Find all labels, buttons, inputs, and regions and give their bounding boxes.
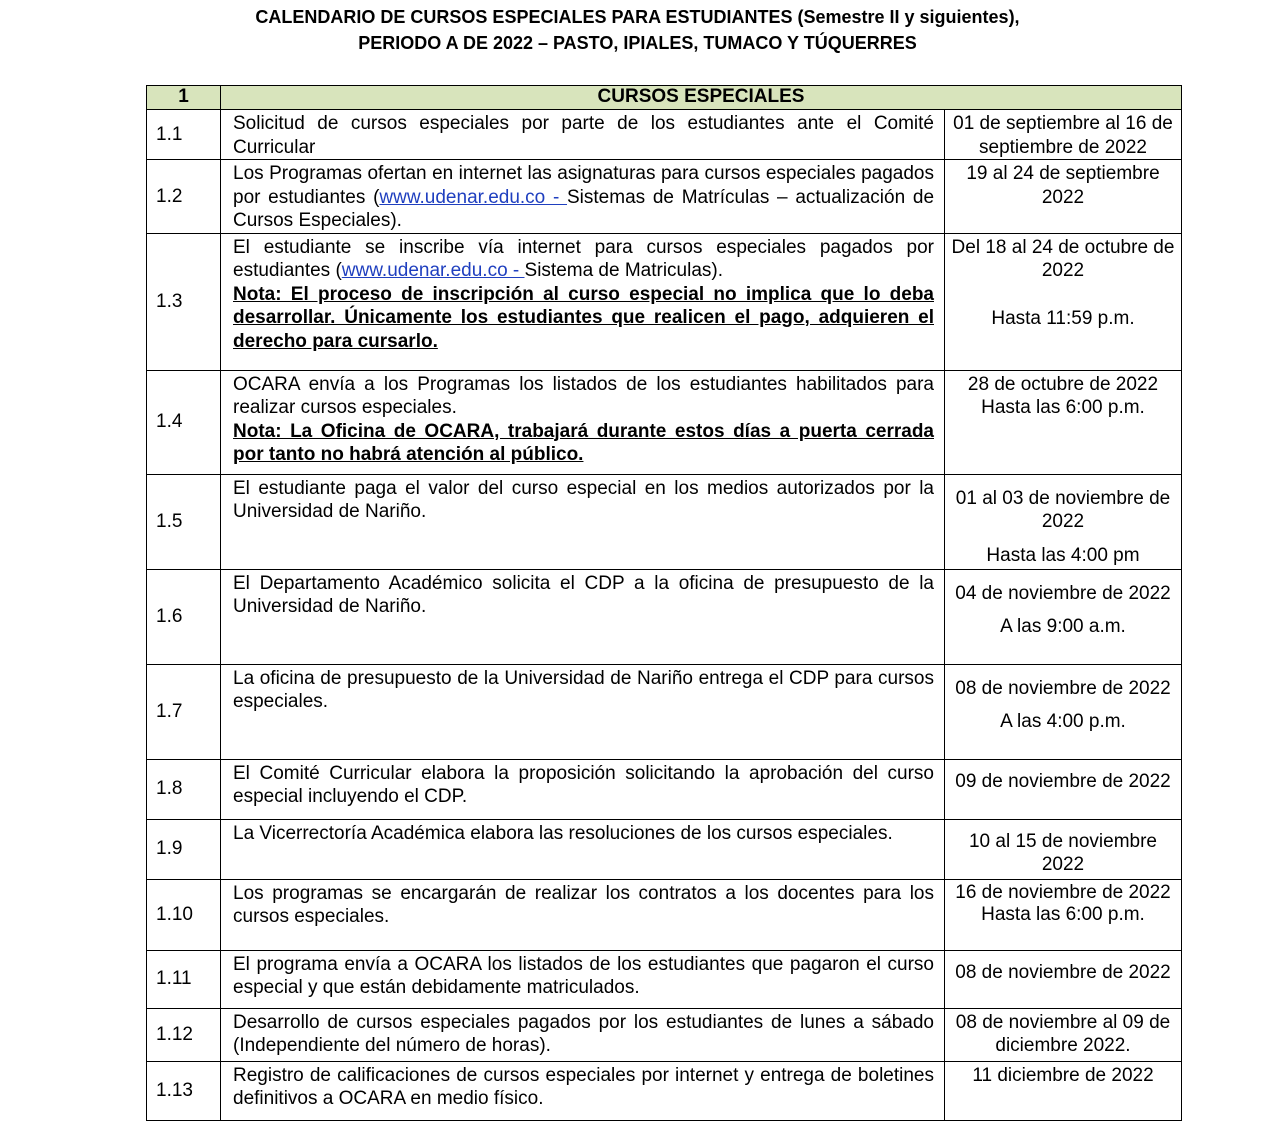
row-description: Desarrollo de cursos especiales pagados por los estudiantes de lunes a sábado (Independiente del número de horas).	[221, 1008, 945, 1061]
row-date-time: Hasta las 6:00 p.m.	[981, 903, 1145, 925]
table-row	[147, 1008, 1182, 1061]
table-row	[147, 664, 1182, 759]
row-text-part: Los Programas ofertan en internet las asignaturas para cursos especiales pagados por estudiantes (	[233, 163, 934, 208]
row-description: La oficina de presupuesto de la Universidad de Nariño entrega el CDP para cursos especiales.	[221, 664, 945, 759]
row-date-time: A las 4:00 p.m.	[1000, 711, 1126, 732]
row-description	[221, 160, 945, 234]
row-number: 1.9	[147, 819, 221, 879]
row-number: 1.5	[147, 474, 221, 569]
table-row	[147, 879, 1182, 950]
row-date	[945, 474, 1182, 569]
row-description: La Vicerrectoría Académica elabora las resoluciones de los cursos especiales.	[221, 819, 945, 879]
row-number: 1.13	[147, 1061, 221, 1120]
row-number: 1.8	[147, 759, 221, 819]
row-date: 19 al 24 de septiembre 2022	[945, 160, 1182, 234]
row-number: 1.6	[147, 569, 221, 664]
row-date-main: 16 de noviembre de 2022	[955, 881, 1171, 903]
row-description: El Comité Curricular elabora la proposición solicitando la aprobación del curso especial incluyendo el CDP.	[221, 759, 945, 819]
row-date	[945, 569, 1182, 664]
header-title: CURSOS ESPECIALES	[221, 86, 1182, 110]
row-date-time: Hasta 11:59 p.m.	[991, 307, 1135, 329]
row-text-part: OCARA envía a los Programas los listados de los estudiantes habilitados para realizar cursos especiales.	[233, 373, 934, 418]
table-row	[147, 759, 1182, 819]
row-text-part: Sistema de Matriculas).	[524, 260, 724, 281]
row-number: 1.11	[147, 950, 221, 1008]
document-title-line-1: CALENDARIO DE CURSOS ESPECIALES PARA ESTUDIANTES (Semestre II y siguientes),	[255, 7, 1020, 27]
row-note: Nota: El proceso de inscripción al curso especial no implica que lo deba desarrollar. Únicamente los estudiantes que realicen el pago, adquieren el derecho para cursarlo.	[233, 283, 934, 352]
row-date	[945, 879, 1182, 950]
row-description: El programa envía a OCARA los listados de los estudiantes que pagaron el curso especial y que están debidamente matriculados.	[221, 950, 945, 1008]
row-description: El Departamento Académico solicita el CDP a la oficina de presupuesto de la Universidad de Nariño.	[221, 569, 945, 664]
row-description: El estudiante paga el valor del curso especial en los medios autorizados por la Universidad de Nariño.	[221, 474, 945, 569]
row-description	[221, 370, 945, 474]
udenar-link[interactable]: www.udenar.edu.co -	[379, 186, 567, 208]
table-row	[147, 1061, 1182, 1120]
table-row	[147, 110, 1182, 160]
row-date-main: 08 de noviembre de 2022	[955, 677, 1171, 699]
table-row	[147, 160, 1182, 234]
row-date-time: A las 9:00 a.m.	[1000, 616, 1126, 637]
row-description: Solicitud de cursos especiales por parte de los estudiantes ante el Comité Curricular	[221, 110, 945, 160]
row-date-time: Hasta las 6:00 p.m.	[981, 397, 1145, 418]
row-date: 11 diciembre de 2022	[945, 1061, 1182, 1120]
row-description	[221, 233, 945, 370]
row-date	[945, 370, 1182, 474]
table-row	[147, 819, 1182, 879]
row-date: 10 al 15 de noviembre 2022	[945, 819, 1182, 879]
table-row	[147, 569, 1182, 664]
row-text-part: Sistemas de Matrículas – actualización de Cursos Especiales).	[233, 186, 935, 231]
row-number: 1.3	[147, 233, 221, 370]
row-date	[945, 233, 1182, 370]
row-number: 1.1	[147, 110, 221, 160]
row-date-time: Hasta las 4:00 pm	[986, 544, 1140, 566]
row-number: 1.10	[147, 879, 221, 950]
row-number: 1.4	[147, 370, 221, 474]
table-header-row	[147, 86, 1182, 110]
row-description: Los programas se encargarán de realizar los contratos a los docentes para los cursos especiales.	[221, 879, 945, 950]
calendar-table	[146, 85, 1182, 1121]
row-description: Registro de calificaciones de cursos especiales por internet y entrega de boletines definitivos a OCARA en medio físico.	[221, 1061, 945, 1120]
row-number: 1.12	[147, 1008, 221, 1061]
table-row	[147, 233, 1182, 370]
row-date-main: 01 al 03 de noviembre de 2022	[955, 487, 1171, 532]
row-text-part: El estudiante se inscribe vía internet para cursos especiales pagados por estudiantes (	[233, 236, 934, 281]
row-date-main: Del 18 al 24 de octubre de 2022	[951, 236, 1175, 281]
row-note: Nota: La Oficina de OCARA, trabajará durante estos días a puerta cerrada por tanto no habrá atención al público.	[233, 420, 934, 465]
row-date	[945, 664, 1182, 759]
row-number: 1.2	[147, 160, 221, 234]
row-date: 08 de noviembre al 09 de diciembre 2022.	[945, 1008, 1182, 1061]
header-number: 1	[147, 86, 221, 110]
table-row	[147, 370, 1182, 474]
row-number: 1.7	[147, 664, 221, 759]
row-date: 08 de noviembre de 2022	[945, 950, 1182, 1008]
row-date: 01 de septiembre al 16 de septiembre de 2022	[945, 110, 1182, 160]
row-date: 09 de noviembre de 2022	[945, 759, 1182, 819]
table-row	[147, 474, 1182, 569]
document-title-line-2: PERIODO A DE 2022 – PASTO, IPIALES, TUMACO Y TÚQUERRES	[358, 33, 917, 53]
udenar-link[interactable]: www.udenar.edu.co -	[341, 260, 525, 281]
row-date-main: 28 de octubre de 2022	[967, 373, 1159, 395]
row-date-main: 04 de noviembre de 2022	[955, 582, 1171, 604]
table-row	[147, 950, 1182, 1008]
